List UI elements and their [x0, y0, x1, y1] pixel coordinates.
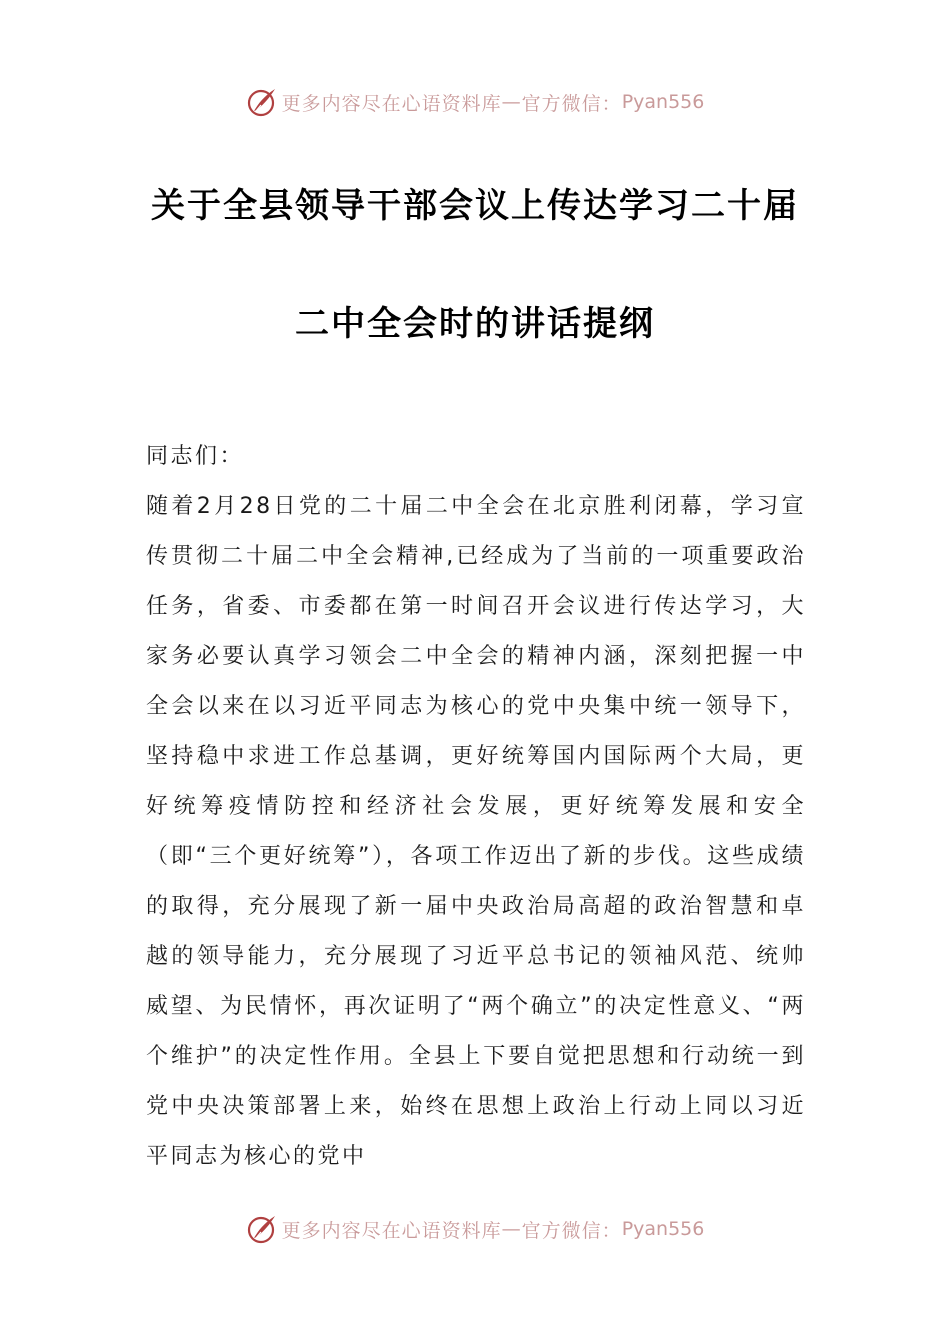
body-paragraph: 随着2月28日党的二十届二中全会在北京胜利闭幕，学习宣传贯彻二十届二中全会精神,已经成为了当前的一项重要政治任务，省委、市委都在第一时间召开会议进行传达学习，大家务必要认真学习领会二中全会的精神内涵，深刻把握一中全会以来在以习近平同志为核心的党中央集中统一领导下，坚持稳中求进工作总基调，更好统筹国内国际两个大局，更好统筹疫情防控和经济社会发展，更好统筹发展和安全（即“三个更好统筹”），各项工作迈出了新的步伐。这些成绩的取得，充分展现了新一届中央政治局高超的政治智慧和卓越的领导能力，充分展现了习近平总书记的领袖风范、统帅威望、为民情怀，再次证明了“两个确立”的决定性意义、“两个维护”的决定性作用。全县上下要自觉把思想和行动统一到党中央决策部署上来，始终在思想上政治上行动上同以习近平同志为核心的党中 [146, 494, 806, 1169]
document-body [146, 432, 806, 1182]
footer-watermark-banner [0, 1209, 950, 1249]
document-title-line-2: 二中全会时的讲话提纲 [295, 304, 655, 344]
header-watermark-banner [0, 82, 950, 122]
quill-circle-icon [246, 1213, 278, 1245]
footer-wechat-label: 官方微信： [521, 1219, 622, 1242]
header-banner-text: 更多内容尽在心语资料库 [281, 92, 502, 115]
footer-wechat-id: Pyan556 [621, 1218, 705, 1240]
header-wechat-label: 官方微信： [521, 92, 622, 115]
footer-banner-text: 更多内容尽在心语资料库 [281, 1219, 502, 1242]
header-wechat-id: Pyan556 [621, 91, 705, 113]
header-banner-dash: — [501, 91, 522, 113]
salutation: 同志们： [146, 444, 245, 469]
footer-banner-dash: — [501, 1218, 522, 1240]
quill-circle-icon [246, 86, 278, 118]
document-title-line-1: 关于全县领导干部会议上传达学习二十届 [151, 186, 799, 226]
